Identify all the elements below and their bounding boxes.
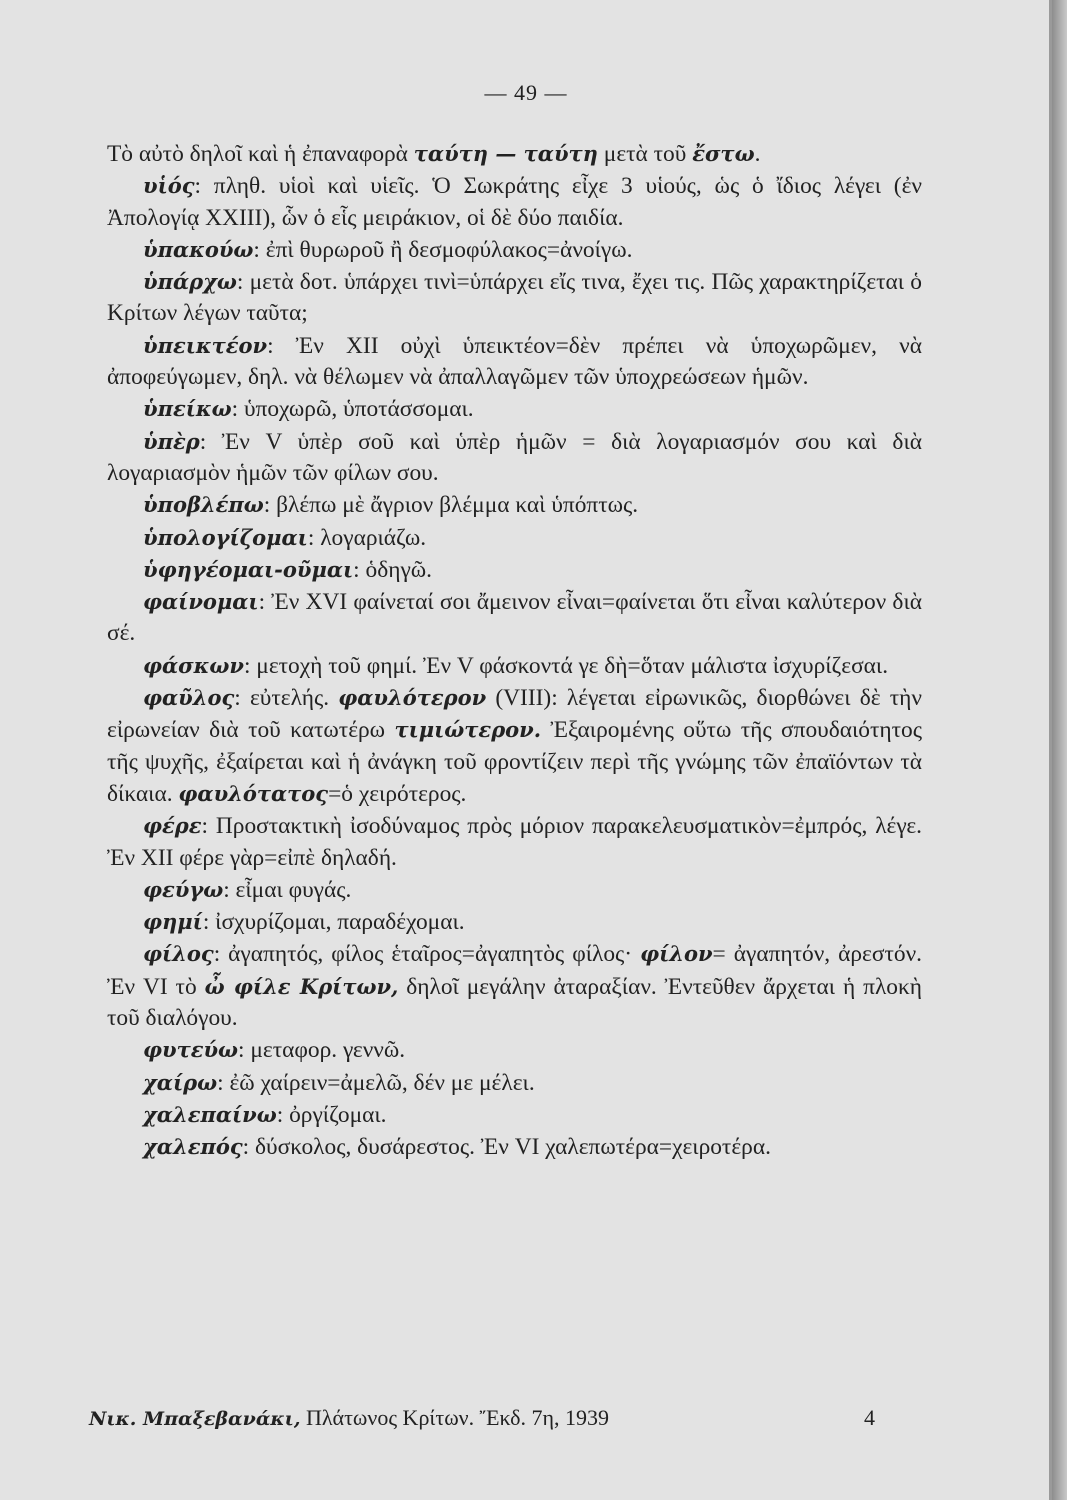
entry-text: : ὁδηγῶ.	[353, 556, 433, 583]
headword: τιμιώτερον.	[394, 717, 542, 743]
entry-text: : εἶμαι φυγάς.	[223, 876, 352, 903]
entry-text: : ἰσχυρίζομαι, παραδέχομαι.	[202, 909, 465, 936]
headword: φημί	[143, 909, 203, 935]
headword: φέρε	[143, 813, 202, 839]
glossary-entry	[107, 234, 922, 266]
entry-text: : βλέπω μὲ ἄγριον βλέμμα καὶ ὑπόπτως.	[263, 492, 639, 519]
headword: ὑπάρχω	[143, 269, 237, 295]
entry-text: : δύσκολος, δυσάρεστος. Ἐν VI χαλεπωτέρα=χειροτέρα.	[242, 1134, 771, 1161]
footer-author: Νικ. Μπαξεβανάκι,	[89, 1408, 301, 1430]
entry-text: : Ἐν XVI φαίνεταί σοι ἄμεινον εἶναι=φαίνεται ὅτι εἶναι καλύτερον διὰ σέ.	[107, 589, 922, 647]
glossary-entry	[107, 682, 922, 810]
entry-text: μετὰ τοῦ	[597, 141, 693, 167]
headword: ὑπείκω	[143, 396, 232, 422]
headword: φαίνομαι	[143, 589, 259, 615]
glossary-entry	[107, 170, 922, 234]
headword: ὑπακούω	[143, 236, 254, 262]
entry-text: Ἐξαιρομένης οὕτω τῆς σπουδαιότητος τῆς ψυχῆς, ἐξαίρεται καὶ ἡ ἀνάγκη τοῦ φροντίζειν περὶ τῆς γνώμης τῶν ἐπαϊόντων τὰ δίκαια.	[107, 717, 922, 807]
headword: φυτεύω	[143, 1037, 239, 1063]
glossary-entry	[107, 810, 922, 874]
entry-text: : μετὰ δοτ. ὑπάρχει τινὶ=ὑπάρχει εἴς τινα, ἔχει τις. Πῶς χαρακτηρίζεται ὁ Κρίτων λέγων ταῦτα;	[107, 269, 922, 327]
page-edge	[1052, 0, 1067, 1500]
entry-text: Τὸ αὐτὸ δηλοῖ καὶ ἡ ἐπαναφορὰ	[107, 141, 414, 167]
headword: φάσκων	[143, 652, 244, 678]
glossary-entry	[107, 874, 922, 906]
entry-text: : Προστακτικὴ ἰσοδύναμος πρὸς μόριον παρακελευσματικὸν=ἐμπρός, λέγε. Ἐν XII φέρε γὰρ=εἰπὲ δηλαδή.	[107, 813, 922, 871]
entry-text: =ὁ χειρότερος.	[328, 780, 467, 807]
glossary-entry	[107, 393, 922, 425]
glossary-entry	[107, 1034, 922, 1066]
entry-text: : Ἐν V ὑπὲρ σοῦ καὶ ὑπὲρ ἡμῶν = διὰ λογαριασμόν σου καὶ διὰ λογαριασμὸν ἡμῶν τῶν φίλων σου.	[107, 428, 922, 486]
headword: υἱός	[143, 173, 195, 199]
glossary-entry	[107, 489, 922, 521]
entry-text: : μεταφορ. γεννῶ.	[238, 1037, 406, 1064]
glossary-entry	[107, 330, 922, 394]
glossary-entry	[107, 266, 922, 330]
glossary-entry	[107, 426, 922, 490]
entry-text: : ὑποχωρῶ, ὑποτάσσομαι.	[231, 396, 474, 423]
page-number: — 49 —	[484, 80, 568, 105]
headword: φαῦλος	[143, 685, 235, 711]
glossary-entry	[107, 1131, 922, 1163]
headword: φίλον	[640, 941, 713, 967]
headword: ταύτη — ταύτη	[413, 141, 598, 166]
glossary-entry	[107, 554, 922, 586]
headword: ὑπεικτέον	[143, 332, 268, 358]
entry-text: : Ἐν XII οὐχὶ ὑπεικτέον=δὲν πρέπει νὰ ὑποχωρῶμεν, νὰ ἀποφεύγωμεν, δηλ. νὰ θέλωμεν νὰ ἀπαλλαγῶμεν τῶν ὑποχρεώσεων ἡμῶν.	[107, 332, 922, 391]
glossary-entry	[107, 1067, 922, 1099]
headword: χαλεπαίνω	[143, 1101, 277, 1127]
entry-text: : ἐπὶ θυρωροῦ ἢ δεσμοφύλακος=ἀνοίγω.	[253, 236, 633, 263]
headword: ὦ φίλε Κρίτων,	[204, 973, 399, 999]
footer-citation	[89, 1405, 609, 1431]
entry-text: : εὐτελής.	[234, 685, 339, 712]
headword: ὑπὲρ	[143, 428, 200, 454]
entry-text: : πληθ. υἱοὶ καὶ υἱεῖς. Ὁ Σωκράτης εἶχε 3 υἱούς, ὡς ὁ ἴδιος λέγει (ἐν Ἀπολογίᾳ XXIII), ὧν ὁ εἷς μειράκιον, οἱ δὲ δύο παιδία.	[107, 173, 922, 231]
entry-text: : ἀγαπητός, φίλος ἑταῖρος=ἀγαπητὸς φίλος·	[213, 941, 641, 968]
headword: φίλος	[143, 941, 214, 967]
entry-text: : λογαριάζω.	[307, 524, 427, 551]
headword: ἔστω	[692, 141, 755, 166]
headword: χαλεπός	[143, 1134, 243, 1160]
glossary-entry	[107, 938, 922, 1034]
glossary-entry	[107, 1099, 922, 1131]
glossary-entry	[107, 906, 922, 938]
entry-text: : ὀργίζομαι.	[276, 1101, 387, 1128]
entry-text: δηλοῖ μεγάλην ἀταραξίαν. Ἐντεῦθεν ἄρχεται ἡ πλοκὴ τοῦ διαλόγου.	[107, 973, 922, 1032]
headword: φαυλότερον	[338, 685, 487, 711]
entry-text: (VIII): λέγεται εἰρωνικῶς, διορθώνει δὲ τὴν εἰρωνείαν διὰ τοῦ κατωτέρω	[107, 685, 922, 744]
footer-title: Πλάτωνος Κρίτων. Ἔκδ. 7η, 1939	[300, 1405, 609, 1430]
entry-text: .	[754, 141, 761, 167]
glossary-entry	[107, 586, 922, 650]
glossary-entry	[107, 650, 922, 682]
entry-text: : μετοχὴ τοῦ φημί. Ἐν V φάσκοντά γε δὴ=ὅταν μάλιστα ἰσχυρίζεσαι.	[243, 652, 889, 679]
signature-mark: 4	[864, 1405, 875, 1430]
glossary-text	[107, 138, 922, 1164]
footer	[89, 1405, 889, 1431]
glossary-entry	[107, 522, 922, 554]
entry-text: : ἐῶ χαίρειν=ἀμελῶ, δέν με μέλει.	[217, 1069, 535, 1096]
headword: φεύγω	[143, 876, 224, 902]
headword: ὑφηγέομαι-οῦμαι	[143, 556, 354, 582]
entry-text: = ἀγαπητόν, ἀρεστόν. Ἐν VI τὸ	[107, 941, 923, 1000]
headword: ὑποβλέπω	[143, 492, 264, 518]
headword: χαίρω	[143, 1069, 218, 1095]
glossary-entry	[107, 138, 922, 170]
headword: ὑπολογίζομαι	[143, 524, 308, 550]
headword: φαυλότατος	[178, 780, 329, 806]
